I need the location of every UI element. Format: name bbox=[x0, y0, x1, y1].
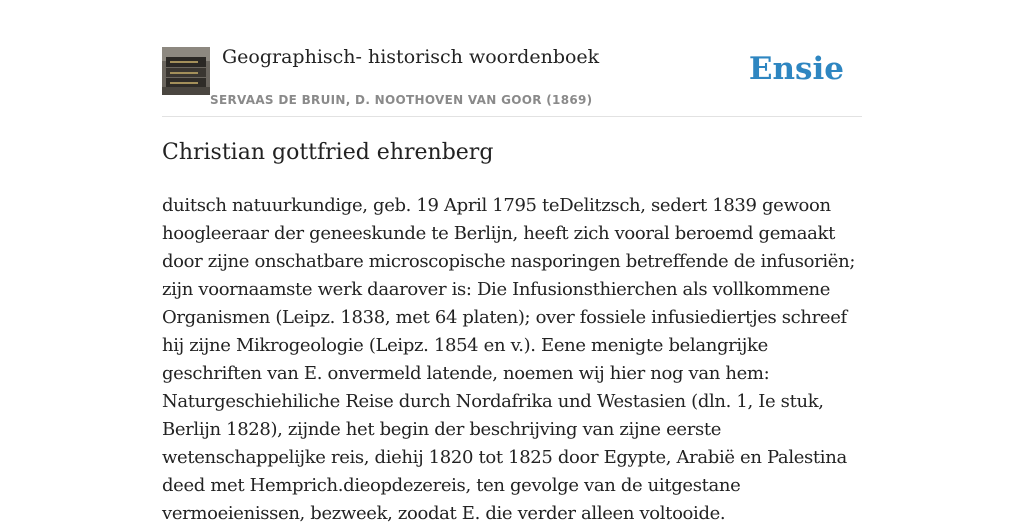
book-author-year: SERVAAS DE BRUIN, D. NOOTHOVEN VAN GOOR (1869) bbox=[210, 93, 593, 107]
entry-body: duitsch natuurkundige, geb. 19 April 1795 teDelitzsch, sedert 1839 gewoon hoogleeraar der geneeskunde te Berlijn, heeft zich vooral beroemd gemaakt door zijne onschatbare microscopische nasporingen betreffende de infusoriën; zijn voornaamste werk daarover is: Die Infusionsthierchen als vollkommene Organismen (Leipz. 1838, met 64 platen); over fossiele infusiediertjes schreef hij zijne Mikrogeologie (Leipz. 1854 en v.). Eene menigte belangrijke geschriften van E. onvermeld latende, noemen wij hier nog van hem: Naturgeschiehiliche Reise durch Nordafrika und Westasien (dln. 1, Ie stuk, Berlijn 1828), zijnde het begin der beschrijving van zijne eerste wetenschappelijke reis, diehij 1820 tot 1825 door Egypte, Arabië en Palestina deed met Hemprich.dieopdezereis, ten gevolge van de uitgestane vermoeienissen, bezweek, zoodat E. die verder alleen voltooide. bbox=[162, 195, 856, 524]
book-title[interactable]: Geographisch- historisch woordenboek bbox=[222, 46, 600, 68]
book-header bbox=[162, 40, 862, 117]
book-cover-image[interactable] bbox=[162, 47, 210, 95]
book-cover-photo bbox=[162, 47, 210, 95]
ensie-logo[interactable]: Ensie bbox=[748, 51, 844, 87]
entry-title: Christian gottfried ehrenberg bbox=[162, 140, 494, 165]
